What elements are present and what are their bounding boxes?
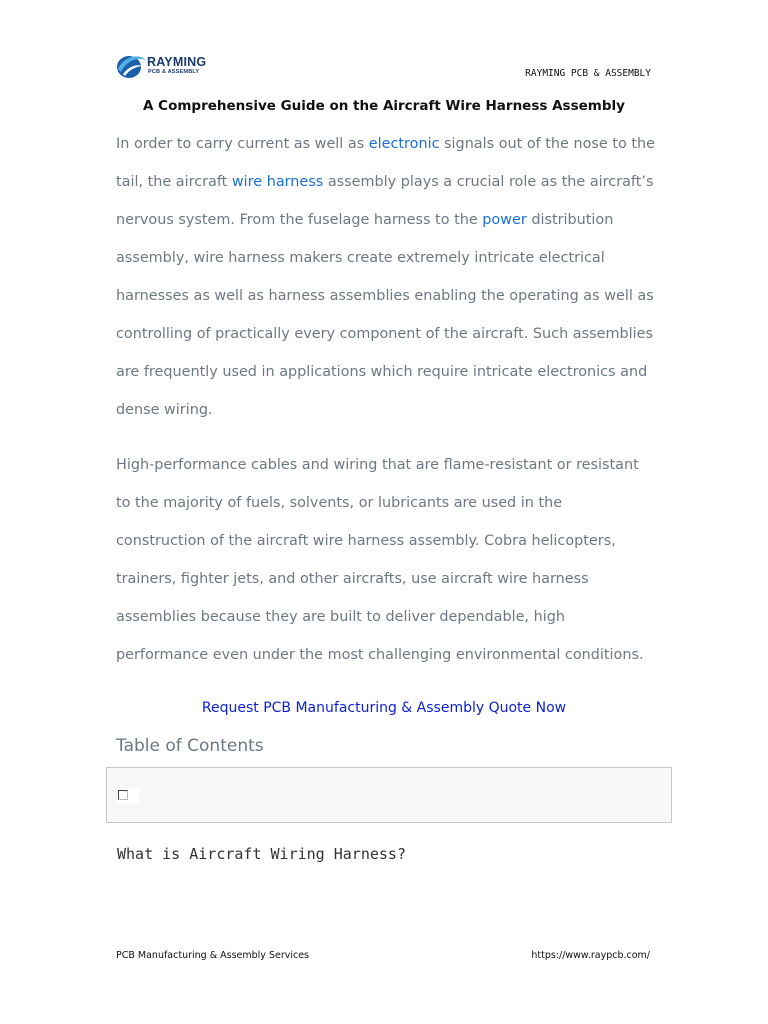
intro-paragraph [116,125,656,429]
intro-text-3: assembly plays a crucial role as the aircraft’s nervous system. From the fuselage harness to the [116,174,654,228]
header-company-name: RAYMING PCB & ASSEMBLY [525,68,651,79]
rayming-logo [115,50,225,82]
power-link[interactable]: power [482,212,527,228]
logo-tagline: PCB & ASSEMBLY [148,69,200,75]
cables-paragraph: High-performance cables and wiring that are flame-resistant or resistant to the majority of fuels, solvents, or lubricants are used in the construction of the aircraft wire harness assembly. Cobra helicopters, trainers, fighter jets, and other aircrafts, use aircraft wire harness assemblies because they are built to deliver dependable, high performance even under the most challenging environmental conditions. [116,457,644,663]
toc-toggle-icon [118,790,128,800]
intro-text-2: signals out of the nose to the tail, the aircraft [116,136,655,190]
footer-services-text: PCB Manufacturing & Assembly Services [116,950,310,961]
section-heading: What is Aircraft Wiring Harness? [117,845,406,863]
intro-text-1: In order to carry current as well as [116,136,369,152]
request-quote-link[interactable]: Request PCB Manufacturing & Assembly Quote Now [201,700,567,716]
electronic-link[interactable]: electronic [368,136,440,152]
intro-text-4: distribution assembly, wire harness makers create extremely intricate electrical harnesses as well as harness assemblies enabling the operating as well as controlling of practically every component of the aircraft. Such assemblies are frequently used in applications which require intricate electronics and dense wiring. [116,212,654,418]
rayming-swoosh-icon [115,52,147,80]
page-title: A Comprehensive Guide on the Aircraft Wire Harness Assembly [143,98,625,114]
logo-brand-name: RAYMING [147,55,207,69]
toc-box [106,767,672,823]
footer-url: https://www.raypcb.com/ [531,950,650,961]
wire-harness-link[interactable]: wire harness [231,174,324,190]
toc-title: Table of Contents [116,736,264,756]
toc-toggle-button[interactable] [117,788,139,803]
